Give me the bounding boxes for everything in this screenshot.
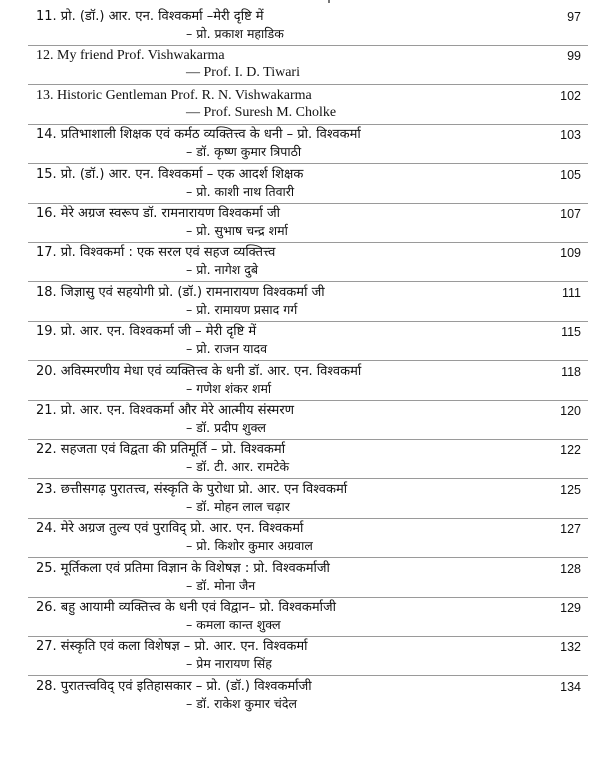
toc-entry	[0, 319, 600, 357]
toc-entry	[0, 4, 600, 42]
page-number: 134	[560, 679, 581, 694]
page-number: 99	[567, 49, 581, 64]
toc-entry	[0, 595, 600, 633]
page-number: 127	[560, 522, 581, 537]
entry-title: 21. प्रो. आर. एन. विश्वकर्मा और मेरे आत्मीय संस्मरण	[36, 403, 295, 418]
page-number: 111	[561, 285, 581, 300]
page-number: 115	[561, 325, 581, 340]
entry-author: – प्रो. रामायण प्रसाद गर्ग	[186, 301, 298, 317]
entry-author: — Prof. I. D. Tiwari	[186, 65, 300, 81]
entry-author: – प्रो. किशोर कुमार अग्रवाल	[186, 538, 313, 554]
toc-entry	[0, 280, 600, 318]
toc-entry	[0, 240, 600, 278]
toc-entry	[0, 398, 600, 436]
page-number: 129	[560, 601, 581, 615]
toc-entry	[0, 556, 600, 594]
entry-author: – प्रो. सुभाष चन्द्र शर्मा	[186, 223, 288, 238]
page-number: 120	[560, 404, 581, 418]
entry-title: 14. प्रतिभाशाली शिक्षक एवं कर्मठ व्यक्तित्त्व के धनी – प्रो. विश्वकर्मा	[36, 127, 361, 143]
toc-entry	[0, 83, 600, 121]
entry-title: 17. प्रो. विश्वकर्मा : एक सरल एवं सहज व्यक्तित्त्व	[36, 245, 276, 261]
toc-entry	[0, 516, 600, 554]
entry-title: 27. संस्कृति एवं कला विशेषज्ञ – प्रो. आर. एन. विश्वकर्मा	[36, 639, 308, 655]
scan-mark	[328, 0, 330, 3]
entry-title: 23. छत्तीसगढ़ पुरातत्त्व, संस्कृति के पुरोधा प्रो. आर. एन विश्वकर्मा	[36, 481, 348, 497]
toc-entry	[0, 162, 600, 200]
entry-author: – प्रेम नारायण सिंह	[186, 656, 272, 672]
page-number: 122	[560, 443, 581, 458]
entry-author: – प्रो. प्रकाश महाडिक	[186, 26, 284, 41]
entry-author: – डॉ. मोहन लाल चढ़ार	[186, 498, 290, 514]
entry-author: – प्रो. काशी नाथ तिवारी	[186, 183, 295, 199]
toc-entry	[0, 43, 600, 81]
page-number: 97	[567, 10, 581, 24]
entry-title: 15. प्रो. (डॉ.) आर. एन. विश्वकर्मा – एक आदर्श शिक्षक	[36, 166, 304, 182]
page-number: 118	[561, 364, 581, 379]
page-number: 107	[560, 207, 581, 221]
entry-title: 16. मेरे अग्रज स्वरूप डॉ. रामनारायण विश्वकर्मा जी	[36, 206, 280, 221]
entry-title: 20. अविस्मरणीय मेधा एवं व्यक्तित्त्व के धनी डॉ. आर. एन. विश्वकर्मा	[36, 363, 362, 379]
entry-title: 18. जिज्ञासु एवं सहयोगी प्रो. (डॉ.) रामनारायण विश्वकर्मा जी	[36, 284, 325, 300]
toc-entry	[0, 122, 600, 160]
entry-title: 26. बहु आयामी व्यक्तित्त्व के धनी एवं विद्वान– प्रो. विश्वकर्माजी	[36, 600, 337, 615]
entry-author: – प्रो. नागेश दुबे	[186, 262, 258, 278]
entry-author: – प्रो. राजन यादव	[186, 341, 268, 357]
entry-title: 12. My friend Prof. Vishwakarma	[36, 48, 225, 64]
entry-title: 24. मेरे अग्रज तुल्य एवं पुराविद् प्रो. आर. एन. विश्वकर्मा	[36, 521, 304, 537]
page-number: 105	[560, 167, 581, 182]
entry-title: 11. प्रो. (डॉ.) आर. एन. विश्वकर्मा –मेरी दृष्टि में	[36, 9, 264, 24]
page-number: 103	[560, 128, 581, 143]
page-number: 102	[560, 88, 581, 103]
toc-entry	[0, 201, 600, 239]
toc-entry	[0, 674, 600, 712]
entry-author: – डॉ. कृष्ण कुमार त्रिपाठी	[186, 144, 302, 160]
entry-author: – डॉ. राकेश कुमार चंदेल	[186, 695, 297, 711]
toc-entry	[0, 634, 600, 672]
entry-author: – डॉ. मोना जैन	[186, 577, 256, 593]
entry-title: 13. Historic Gentleman Prof. R. N. Vishwakarma	[36, 87, 312, 103]
toc-entry	[0, 437, 600, 475]
entry-title: 28. पुरातत्त्वविद् एवं इतिहासकार – प्रो. (डॉ.) विश्वकर्माजी	[36, 678, 312, 694]
page-number: 128	[560, 561, 581, 576]
entry-title: 19. प्रो. आर. एन. विश्वकर्मा जी – मेरी दृष्टि में	[36, 324, 257, 340]
toc-entry	[0, 359, 600, 397]
entry-author: – डॉ. प्रदीप शुक्ल	[186, 420, 266, 435]
page-number: 109	[560, 246, 581, 261]
page-number: 132	[560, 640, 581, 655]
entry-author: — Prof. Suresh M. Cholke	[186, 104, 337, 120]
entry-title: 22. सहजता एवं विद्वता की प्रतिमूर्ति – प्रो. विश्वकर्मा	[36, 442, 286, 458]
entry-author: – गणेश शंकर शर्मा	[186, 380, 272, 396]
entry-author: – डॉ. टी. आर. रामटेके	[186, 459, 290, 475]
page-number: 125	[560, 482, 581, 497]
entry-title: 25. मूर्तिकला एवं प्रतिमा विज्ञान के विशेषज्ञ : प्रो. विश्वकर्माजी	[36, 560, 330, 576]
toc-entry	[0, 477, 600, 515]
entry-author: – कमला कान्त शुक्ल	[186, 617, 281, 632]
